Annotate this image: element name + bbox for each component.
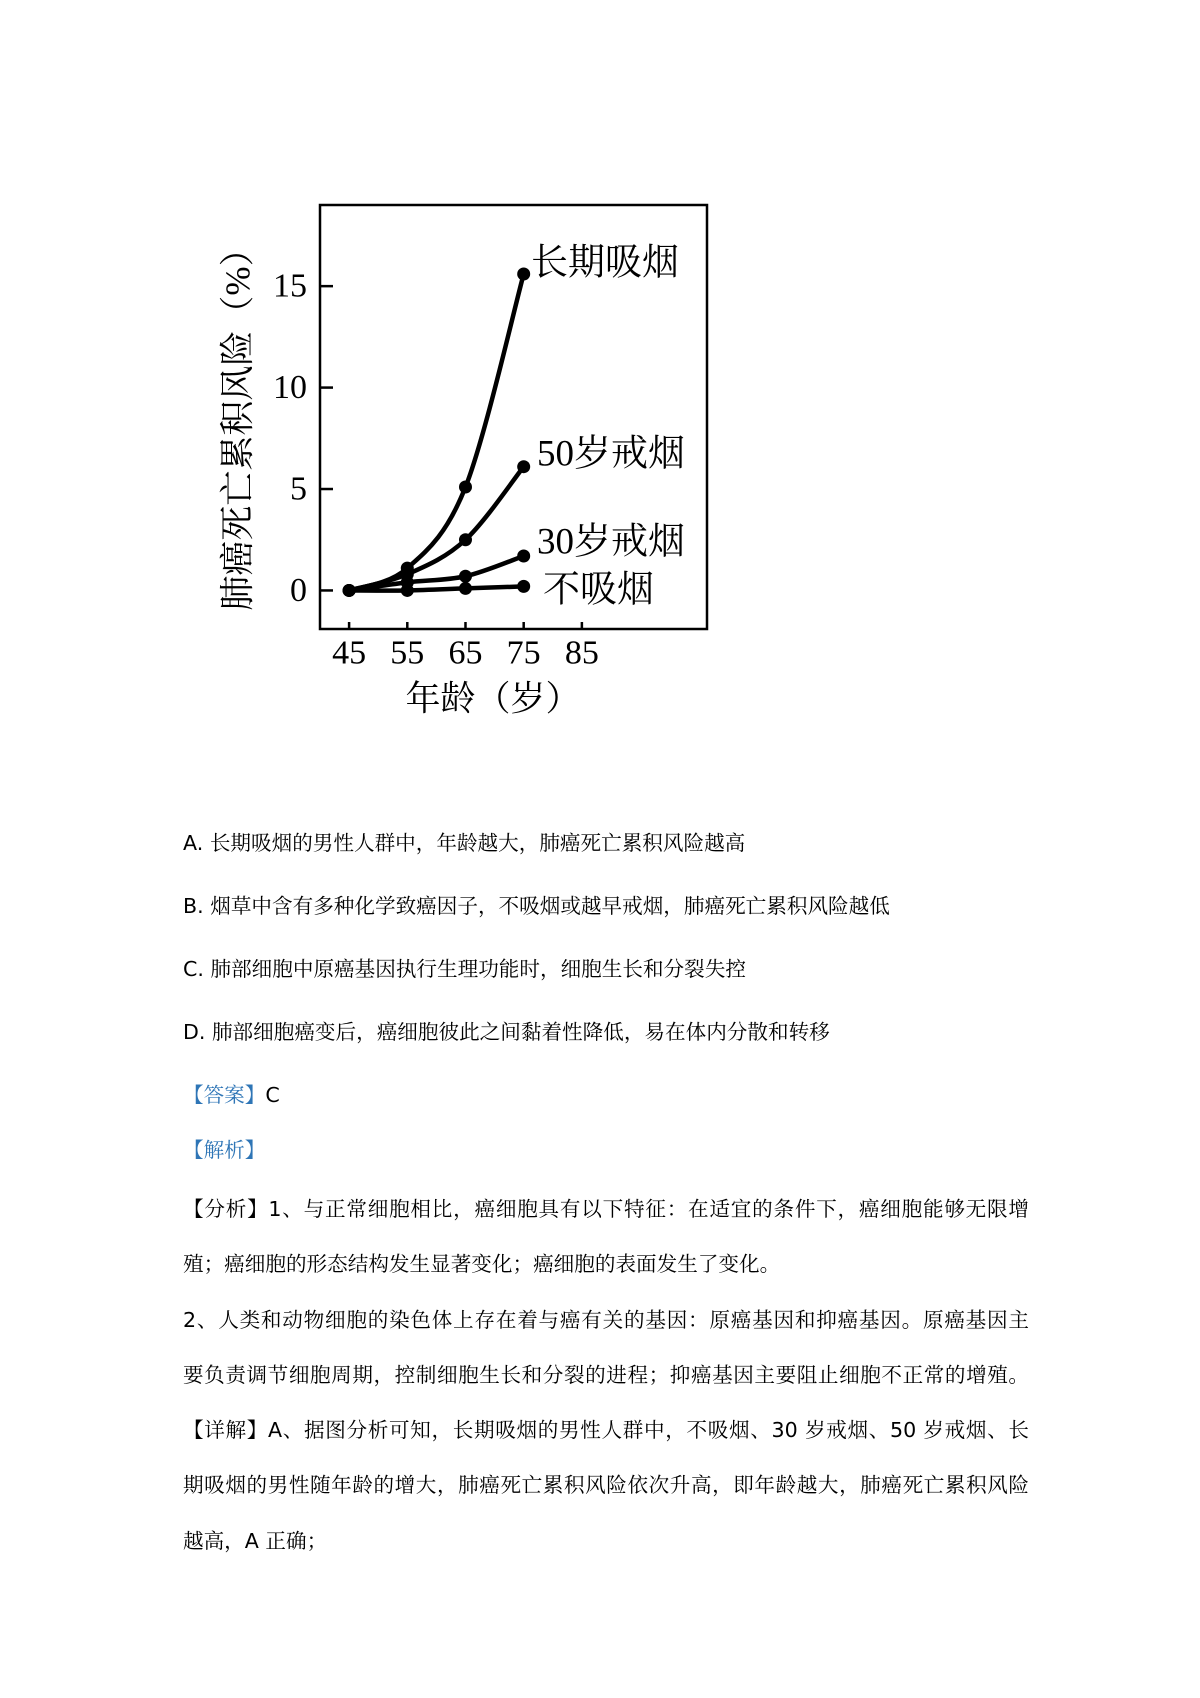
never-smoked-label: 不吸烟 — [543, 569, 654, 611]
y-axis-title: 肺癌死亡累积风险（%） — [218, 231, 258, 611]
explanation-tag: 【解析】 — [183, 1138, 266, 1162]
quit-at-50-label: 50岁戒烟 — [537, 433, 685, 475]
option-label: B. — [183, 894, 204, 918]
x-tick-label: 55 — [390, 634, 425, 672]
long-term-smoking-label: 长期吸烟 — [531, 242, 679, 284]
explanation-body — [183, 1182, 1029, 1569]
x-tick-label: 65 — [448, 634, 483, 672]
answer-value: C — [265, 1083, 280, 1107]
x-tick-label: 45 — [332, 634, 367, 672]
option-a — [183, 812, 1029, 875]
text-line: 期吸烟的男性随年龄的增大，肺癌死亡累积风险依次升高，即年龄越大，肺癌死亡累积风险 — [183, 1473, 1029, 1498]
never-smoked-point — [401, 584, 414, 597]
option-d — [183, 1001, 1029, 1064]
analysis-paragraph-1 — [183, 1182, 1029, 1293]
option-label: C. — [183, 957, 204, 981]
quit-at-50-line — [349, 467, 524, 591]
quit-at-30-point — [517, 549, 530, 562]
option-b — [183, 875, 1029, 938]
option-c — [183, 938, 1029, 1001]
quit-at-30-label: 30岁戒烟 — [537, 521, 685, 563]
x-tick-label: 85 — [564, 634, 599, 672]
option-text: 烟草中含有多种化学致癌因子，不吸烟或越早戒烟，肺癌死亡累积风险越低 — [210, 894, 890, 918]
option-text: 长期吸烟的男性人群中，年龄越大，肺癌死亡累积风险越高 — [209, 831, 746, 855]
explanation-heading — [183, 1123, 1029, 1178]
long-term-smoking-point — [459, 480, 472, 493]
x-tick-label: 75 — [506, 634, 541, 672]
never-smoked-point — [517, 580, 530, 593]
option-text: 肺部细胞癌变后，癌细胞彼此之间黏着性降低，易在体内分散和转移 — [211, 1020, 830, 1044]
text-line: 2、人类和动物细胞的染色体上存在着与癌有关的基因：原癌基因和抑癌基因。原癌基因主 — [183, 1307, 1029, 1332]
analysis-paragraph-2 — [183, 1293, 1029, 1404]
text-line: 殖；癌细胞的形态结构发生显著变化；癌细胞的表面发生了变化。 — [183, 1252, 781, 1277]
long-term-smoking-point — [517, 267, 530, 280]
y-tick-label: 10 — [273, 369, 307, 407]
detail-paragraph — [183, 1403, 1029, 1569]
chart-series — [343, 243, 685, 611]
option-label: D. — [183, 1020, 206, 1044]
answer-tag: 【答案】 — [183, 1083, 266, 1107]
quit-at-50-point — [459, 533, 472, 546]
never-smoked-point — [459, 582, 472, 595]
text-line: 越高，A 正确； — [183, 1528, 328, 1553]
never-smoked-point — [343, 584, 356, 597]
option-text: 肺部细胞中原癌基因执行生理功能时，细胞生长和分裂失控 — [210, 957, 746, 981]
quit-at-50-point — [517, 460, 530, 473]
x-axis-title: 年龄（岁） — [405, 679, 581, 719]
y-tick-label: 5 — [290, 470, 307, 508]
quit-at-30-point — [459, 570, 472, 583]
text-line: 要负责调节细胞周期，控制细胞生长和分裂的进程；抑癌基因主要阻止细胞不正常的增殖。 — [183, 1362, 1029, 1387]
text-line: 【详解】A、据图分析可知，长期吸烟的男性人群中，不吸烟、30 岁戒烟、50 岁戒烟、长 — [183, 1418, 1029, 1443]
y-tick-label: 0 — [290, 571, 307, 609]
answer-line — [183, 1068, 1029, 1123]
lung-cancer-risk-chart — [0, 0, 1200, 740]
y-tick-label: 15 — [273, 267, 307, 305]
answer-options — [183, 812, 1029, 1064]
long-term-smoking-line — [349, 274, 524, 590]
option-label: A. — [183, 831, 204, 855]
text-line: 【分析】1、与正常细胞相比，癌细胞具有以下特征：在适宜的条件下，癌细胞能够无限增 — [183, 1197, 1029, 1221]
